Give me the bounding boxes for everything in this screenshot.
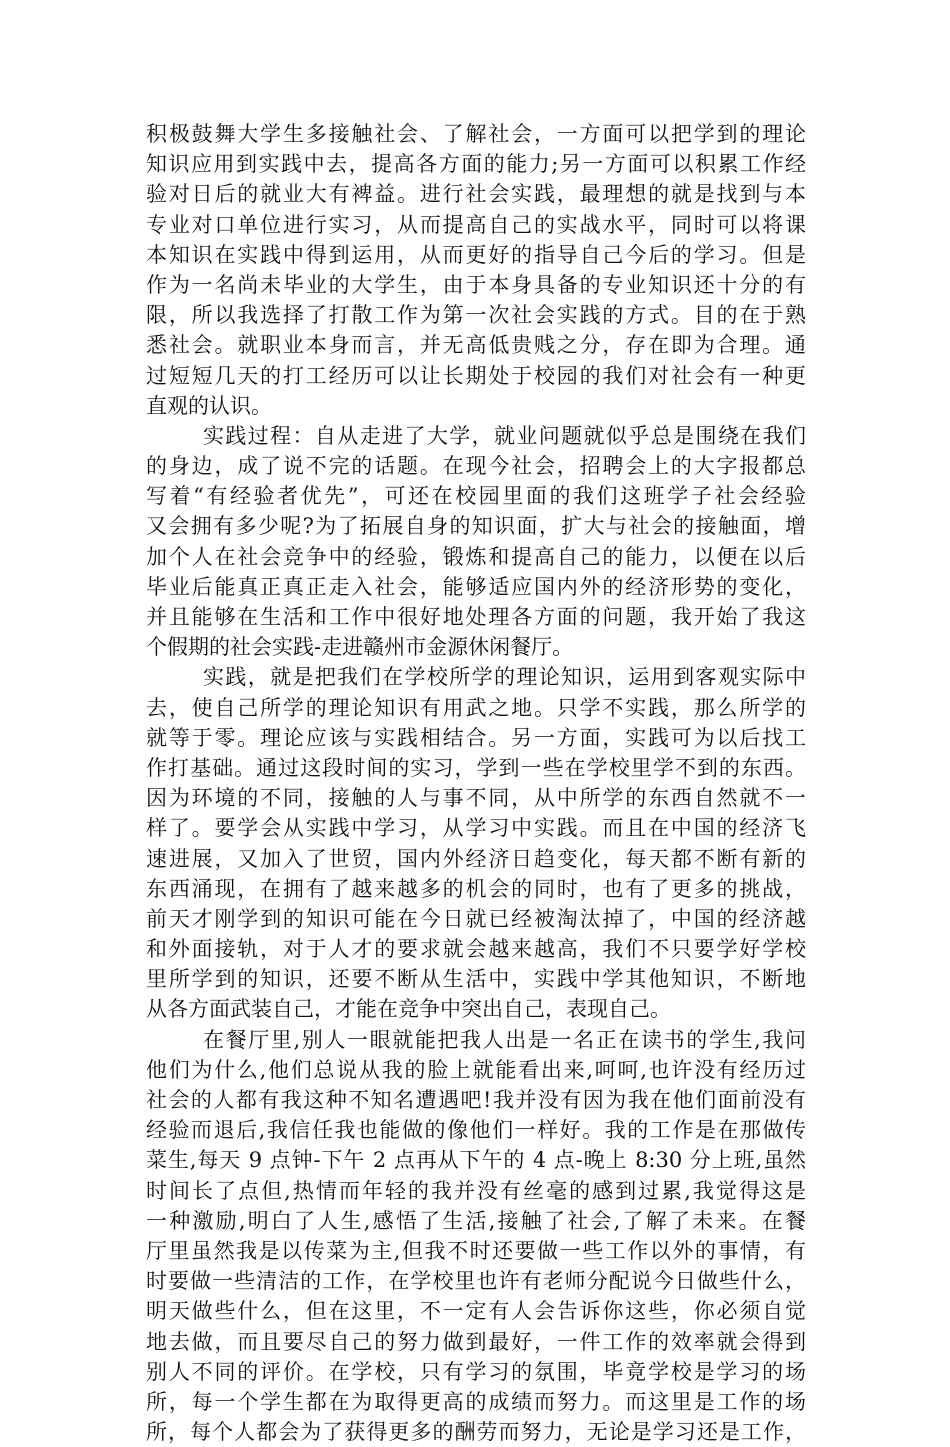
paragraph-4 <box>146 1025 806 1447</box>
text-line: 厅里虽然我是以传菜为主,但我不时还要做一些工作以外的事情，有 <box>146 1238 806 1263</box>
text-line: 时间长了点但,热情而年轻的我并没有丝毫的感到过累,我觉得这是 <box>146 1178 806 1203</box>
text-line: 悉社会。就职业本身而言，并无高低贵贱之分，存在即为合理。通 <box>146 333 806 358</box>
text-line: 限，所以我选择了打散工作为第一次社会实践的方式。目的在于熟 <box>146 303 806 328</box>
text-line: 在餐厅里,别人一眼就能把我人出是一名正在读书的学生,我问 <box>203 1027 806 1052</box>
text-line: 作为一名尚未毕业的大学生，由于本身具备的专业知识还十分的有 <box>146 272 806 297</box>
text-line: 和外面接轨，对于人才的要求就会越来越高，我们不只要学好学校 <box>146 937 806 962</box>
text-line: 地去做，而且要尽自己的努力做到最好，一件工作的效率就会得到 <box>146 1329 806 1354</box>
text-line: 实践过程：自从走进了大学，就业问题就似乎总是围绕在我们 <box>203 423 806 448</box>
text-line: 东西涌现，在拥有了越来越多的机会的同时，也有了更多的挑战， <box>146 876 806 901</box>
text-line: 所，每一个学生都在为取得更高的成绩而努力。而这里是工作的场 <box>146 1389 806 1414</box>
text-line: 加个人在社会竞争中的经验，锻炼和提高自己的能力，以便在以后 <box>146 544 806 569</box>
body-text <box>146 119 806 1447</box>
paragraph-2 <box>146 421 806 663</box>
text-line: 验对日后的就业大有裨益。进行社会实践，最理想的就是找到与本 <box>146 182 806 207</box>
text-line: 写着“有经验者优先”，可还在校园里面的我们这班学子社会经验 <box>146 484 806 509</box>
text-line: 去，使自己所学的理论知识有用武之地。只学不实践，那么所学的 <box>146 695 806 720</box>
text-line: 专业对口单位进行实习，从而提高自己的实战水平，同时可以将课 <box>146 212 806 237</box>
text-line: 并且能够在生活和工作中很好地处理各方面的问题，我开始了我这 <box>146 605 806 629</box>
text-line: 作打基础。通过这段时间的实习，学到一些在学校里学不到的东西。 <box>146 755 806 780</box>
text-line: 过短短几天的打工经历可以让长期处于校园的我们对社会有一种更 <box>146 363 806 388</box>
text-line: 毕业后能真正真正走入社会，能够适应国内外的经济形势的变化， <box>146 574 806 599</box>
text-line: 本知识在实践中得到运用，从而更好的指导自己今后的学习。但是 <box>146 242 806 267</box>
text-line: 所，每个人都会为了获得更多的酬劳而努力，无论是学习还是工作， <box>146 1420 806 1445</box>
text-line: 实践，就是把我们在学校所学的理论知识，运用到客观实际中 <box>203 665 806 690</box>
text-line: 菜生,每天 9 点钟-下午 2 点再从下午的 4 点-晚上 8:30 分上班,虽然 <box>146 1148 806 1173</box>
text-line: 经验而退后,我信任我也能做的像他们一样好。我的工作是在那做传 <box>146 1118 806 1143</box>
text-line: 前天才刚学到的知识可能在今日就已经被淘汰掉了，中国的经济越 <box>146 906 806 931</box>
text-line: 积极鼓舞大学生多接触社会、了解社会，一方面可以把学到的理论 <box>146 122 806 146</box>
text-line: 就等于零。理论应该与实践相结合。另一方面，实践可为以后找工 <box>146 725 806 750</box>
paragraph-3 <box>146 662 806 1024</box>
text-line: 又会拥有多少呢?为了拓展自身的知识面，扩大与社会的接触面，增 <box>146 514 806 539</box>
text-line: 个假期的社会实践-走进赣州市金源休闲餐厅。 <box>146 635 574 660</box>
text-line: 样了。要学会从实践中学习，从学习中实践。而且在中国的经济飞 <box>146 816 806 841</box>
text-line: 社会的人都有我这种不知名遭遇吧!我并没有因为我在他们面前没有 <box>146 1088 806 1112</box>
text-line: 速进展，又加入了世贸，国内外经济日趋变化，每天都不断有新的 <box>146 846 806 871</box>
text-line: 他们为什么,他们总说从我的脸上就能看出来,呵呵,也许没有经历过 <box>146 1057 806 1082</box>
text-line: 的身边，成了说不完的话题。在现今社会，招聘会上的大字报都总 <box>146 454 806 479</box>
text-line: 一种激励,明白了人生,感悟了生活,接触了社会,了解了未来。在餐 <box>146 1208 806 1233</box>
text-line: 因为环境的不同，接触的人与事不同，从中所学的东西自然就不一 <box>146 786 806 811</box>
text-line: 从各方面武装自己，才能在竞争中突出自己，表现自己。 <box>146 997 671 1022</box>
text-line: 时要做一些清洁的工作，在学校里也许有老师分配说今日做些什么， <box>146 1269 806 1294</box>
text-line: 明天做些什么，但在这里，不一定有人会告诉你这些，你必须自觉 <box>146 1299 806 1324</box>
text-line: 直观的认识。 <box>146 393 272 418</box>
text-line: 里所学到的知识，还要不断从生活中，实践中学其他知识，不断地 <box>146 967 806 992</box>
text-line: 知识应用到实践中去，提高各方面的能力;另一方面可以积累工作经 <box>146 152 806 177</box>
paragraph-1 <box>146 119 806 421</box>
text-line: 别人不同的评价。在学校，只有学习的氛围，毕竟学校是学习的场 <box>146 1359 806 1384</box>
